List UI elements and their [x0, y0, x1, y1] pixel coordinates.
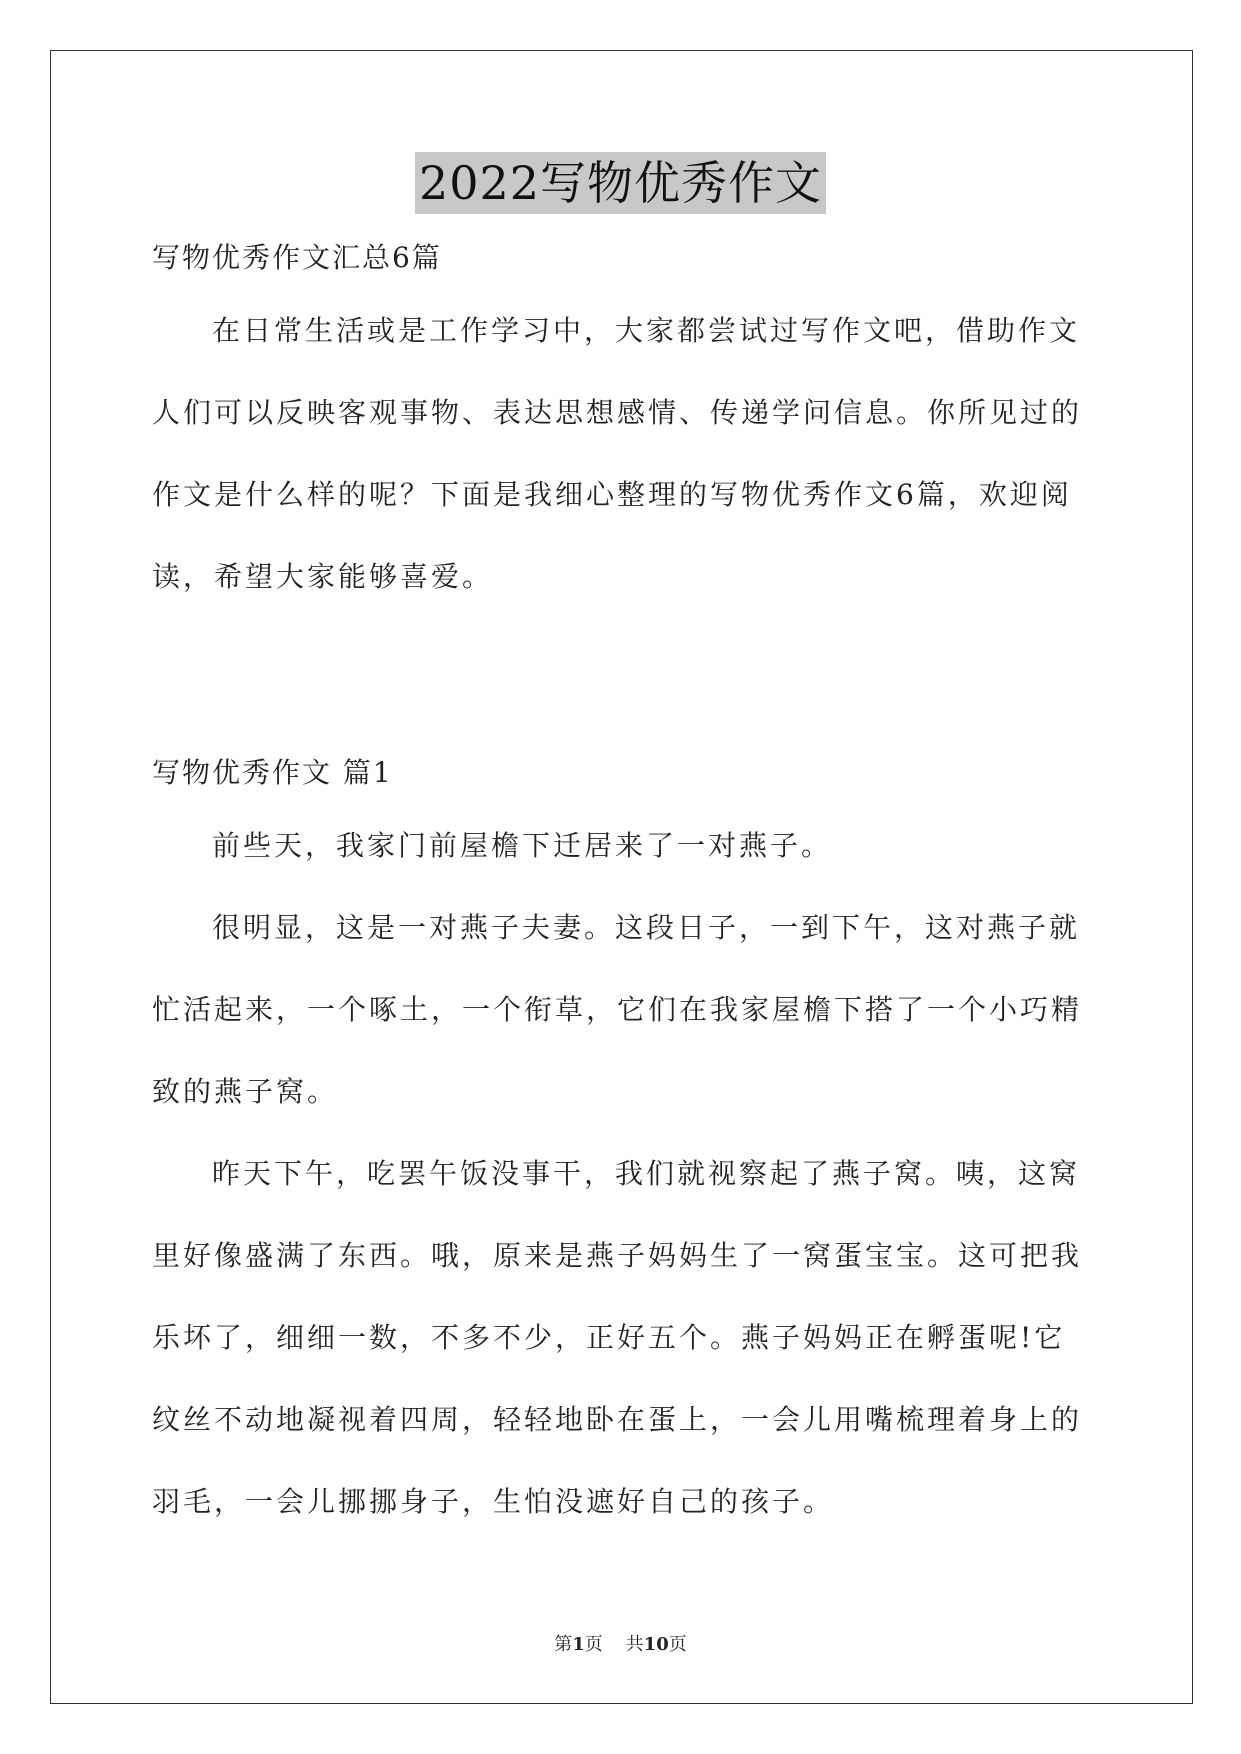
- body-paragraph-2: 很明显，这是一对燕子夫妻。这段日子，一到下午，这对燕子就忙活起来，一个啄土，一个衔草，它们在我家屋檐下搭了一个小巧精致的燕子窝。: [152, 911, 1083, 1108]
- page-number: 1: [572, 1634, 585, 1655]
- page-suffix: 页: [584, 1634, 603, 1655]
- body-paragraph-1: 前些天，我家门前屋檐下迁居来了一对燕子。: [212, 829, 833, 862]
- page-prefix: 第: [554, 1634, 573, 1655]
- section-heading: 写物优秀作文 篇1: [152, 756, 393, 789]
- total-prefix: 共: [625, 1634, 644, 1655]
- title-container: [0, 152, 1241, 214]
- page-footer: [0, 1630, 1241, 1656]
- document-title: 2022写物优秀作文: [415, 152, 826, 214]
- total-suffix: 页: [668, 1634, 687, 1655]
- total-pages: 10: [643, 1634, 669, 1655]
- document-subtitle: 写物优秀作文汇总6篇: [152, 241, 442, 274]
- body-paragraph-3: 昨天下午，吃罢午饭没事干，我们就视察起了燕子窝。咦，这窝里好像盛满了东西。哦，原来是燕子妈妈生了一窝蛋宝宝。这可把我乐坏了，细细一数，不多不少，正好五个。燕子妈妈正在孵蛋呢!它纹丝不动地凝视着四周，轻轻地卧在蛋上，一会儿用嘴梳理着身上的羽毛，一会儿挪挪身子，生怕没遮好自己的孩子。: [152, 1157, 1083, 1518]
- intro-paragraph: 在日常生活或是工作学习中，大家都尝试过写作文吧，借助作文人们可以反映客观事物、表达思想感情、传递学问信息。你所见过的作文是什么样的呢？下面是我细心整理的写物优秀作文6篇，欢迎阅读，希望大家能够喜爱。: [152, 314, 1083, 593]
